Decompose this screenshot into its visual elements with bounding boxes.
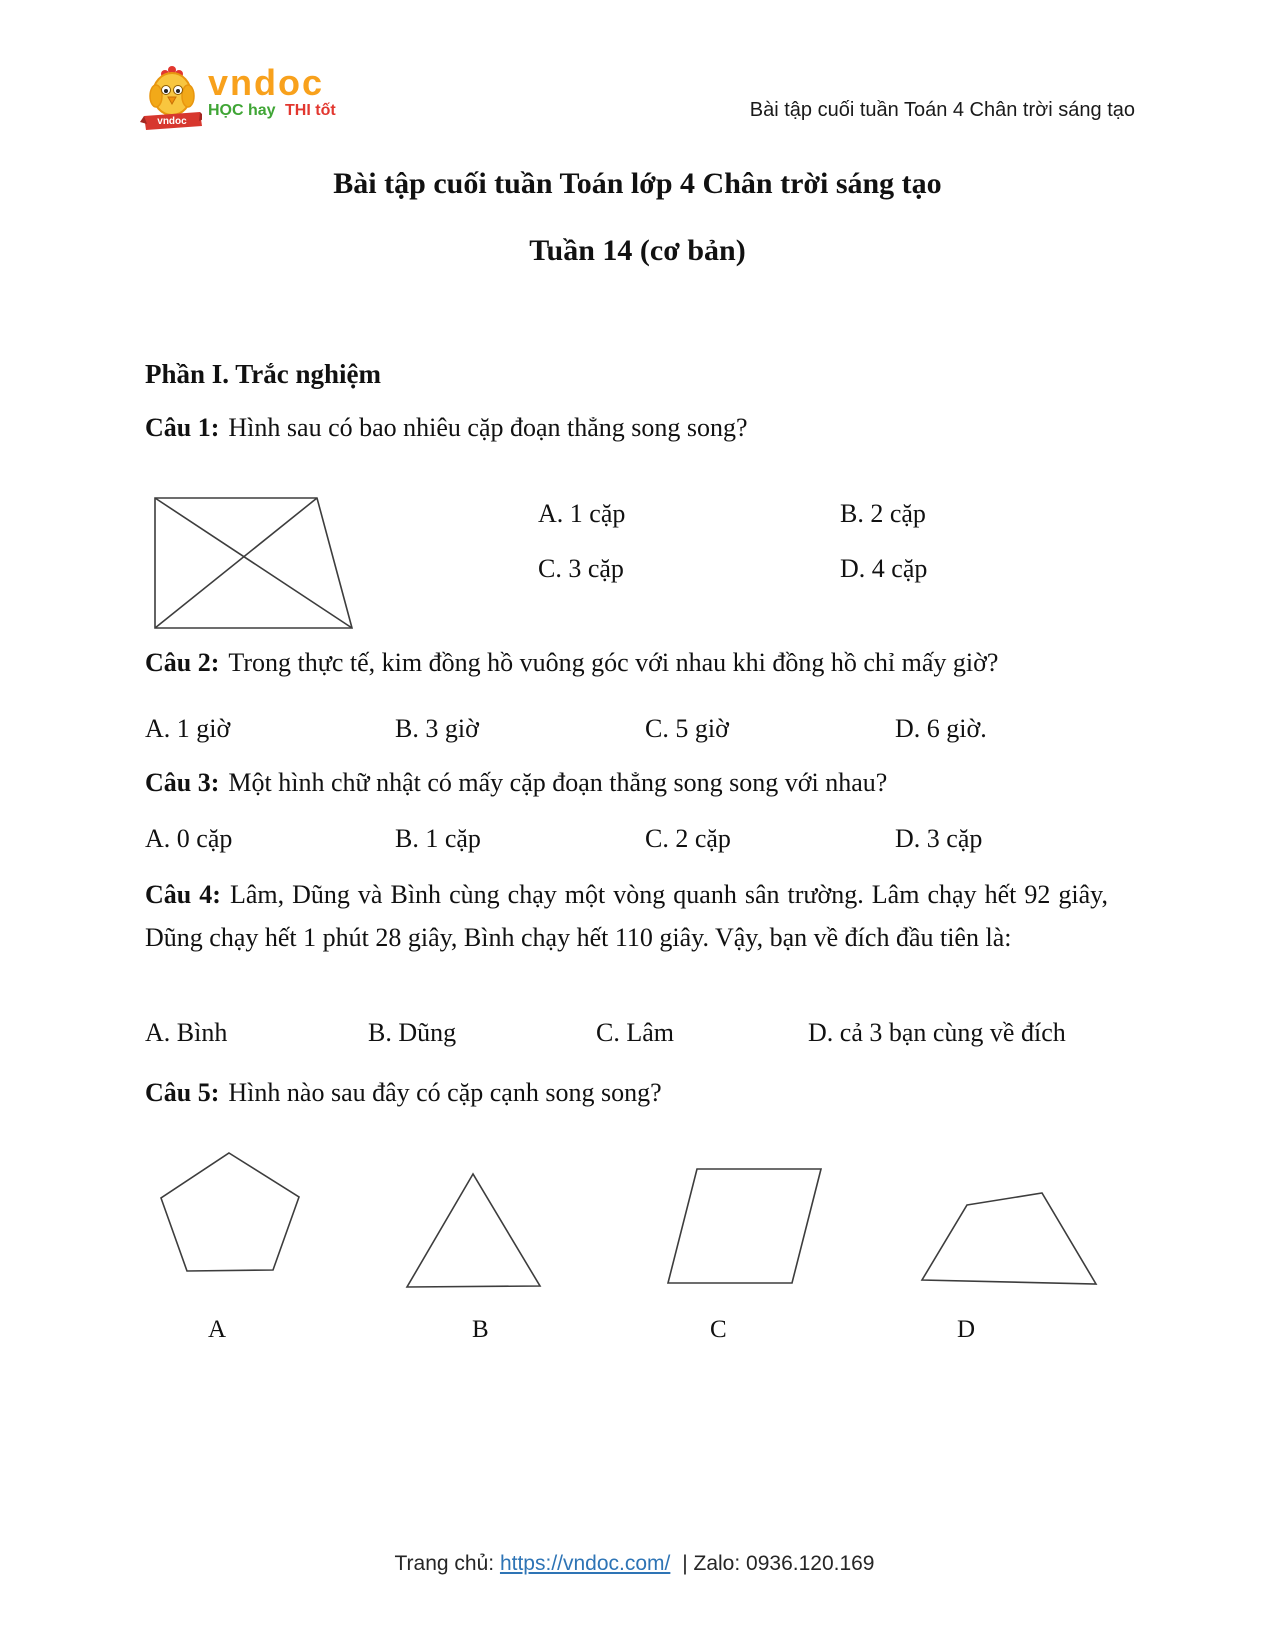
question-3-text: Một hình chữ nhật có mấy cặp đoạn thẳng song song với nhau? bbox=[228, 768, 888, 797]
q4-option-c: C. Lâm bbox=[596, 1018, 674, 1047]
footer-home-label: Trang chủ: bbox=[394, 1552, 495, 1575]
question-3-label: Câu 3: bbox=[145, 768, 220, 797]
shape-label-d: D bbox=[957, 1316, 976, 1343]
logo-wordmark: vndoc bbox=[208, 62, 325, 103]
q1-option-d: D. 4 cặp bbox=[840, 554, 928, 583]
question-5-label: Câu 5: bbox=[145, 1078, 220, 1107]
question-2-text: Trong thực tế, kim đồng hồ vuông góc với nhau khi đồng hồ chỉ mấy giờ? bbox=[228, 648, 999, 677]
vndoc-logo bbox=[138, 64, 336, 140]
q4-option-a: A. Bình bbox=[145, 1018, 228, 1047]
page-title-line1: Bài tập cuối tuần Toán lớp 4 Chân trời sáng tạo bbox=[333, 167, 942, 200]
question-2 bbox=[145, 648, 998, 678]
logo-tagline-green: HỌC hay bbox=[208, 102, 276, 119]
q1-option-a: A. 1 cặp bbox=[538, 499, 626, 528]
shape-label-b: B bbox=[472, 1316, 489, 1343]
header-doc-label: Bài tập cuối tuần Toán 4 Chân trời sáng tạo bbox=[749, 99, 1135, 121]
question-5-text: Hình nào sau đây có cặp cạnh song song? bbox=[228, 1078, 662, 1107]
question-3 bbox=[145, 768, 887, 798]
shape-label-c: C bbox=[710, 1316, 727, 1343]
q1-option-c: C. 3 cặp bbox=[538, 554, 624, 583]
question-1-text: Hình sau có bao nhiêu cặp đoạn thẳng song song? bbox=[228, 413, 748, 442]
rooster-mascot-icon bbox=[138, 64, 202, 140]
question-2-label: Câu 2: bbox=[145, 648, 220, 677]
page-title-line2: Tuần 14 (cơ bản) bbox=[529, 234, 746, 267]
footer-zalo-label: | Zalo: 0936.120.169 bbox=[682, 1552, 875, 1575]
q2-option-c: C. 5 giờ bbox=[645, 714, 729, 743]
q2-option-a: A. 1 giờ bbox=[145, 714, 231, 743]
q3-option-c: C. 2 cặp bbox=[645, 824, 731, 853]
question-1-label: Câu 1: bbox=[145, 413, 220, 442]
irregular-quadrilateral-shape bbox=[922, 1193, 1096, 1284]
pentagon-shape bbox=[161, 1153, 299, 1271]
question-4 bbox=[145, 873, 1108, 959]
logo-tagline-red: THI tốt bbox=[285, 102, 336, 119]
footer-home-link[interactable]: https://vndoc.com/ bbox=[499, 1552, 671, 1575]
ribbon-text: vndoc bbox=[157, 116, 187, 127]
logo-tagline bbox=[208, 102, 336, 120]
q4-option-d: D. cả 3 bạn cùng về đích bbox=[808, 1018, 1066, 1047]
question-4-text: Lâm, Dũng và Bình cùng chạy một vòng quanh sân trường. Lâm chạy hết 92 giây, Dũng chạy hết 1 phút 28 giây, Bình chạy hết 110 giây. Vậy, bạn về đích đầu tiên là: bbox=[145, 880, 1108, 952]
q3-option-b: B. 1 cặp bbox=[395, 824, 481, 853]
question-5 bbox=[145, 1078, 662, 1108]
q4-option-b: B. Dũng bbox=[368, 1018, 457, 1047]
q3-option-d: D. 3 cặp bbox=[895, 824, 983, 853]
q5-shapes-figure bbox=[140, 1145, 1140, 1295]
page-footer bbox=[0, 1552, 1275, 1576]
q2-option-b: B. 3 giờ bbox=[395, 714, 479, 743]
question-4-label: Câu 4: bbox=[145, 880, 221, 909]
q2-option-d: D. 6 giờ. bbox=[895, 714, 987, 743]
parallelogram-shape bbox=[668, 1169, 821, 1283]
q3-option-a: A. 0 cặp bbox=[145, 824, 233, 853]
triangle-shape bbox=[407, 1174, 540, 1287]
q1-option-b: B. 2 cặp bbox=[840, 499, 926, 528]
question-1 bbox=[145, 413, 748, 443]
section-heading: Phần I. Trắc nghiệm bbox=[145, 359, 382, 389]
shape-label-a: A bbox=[208, 1316, 227, 1343]
q1-quadrilateral-diagonals-figure bbox=[148, 490, 363, 638]
